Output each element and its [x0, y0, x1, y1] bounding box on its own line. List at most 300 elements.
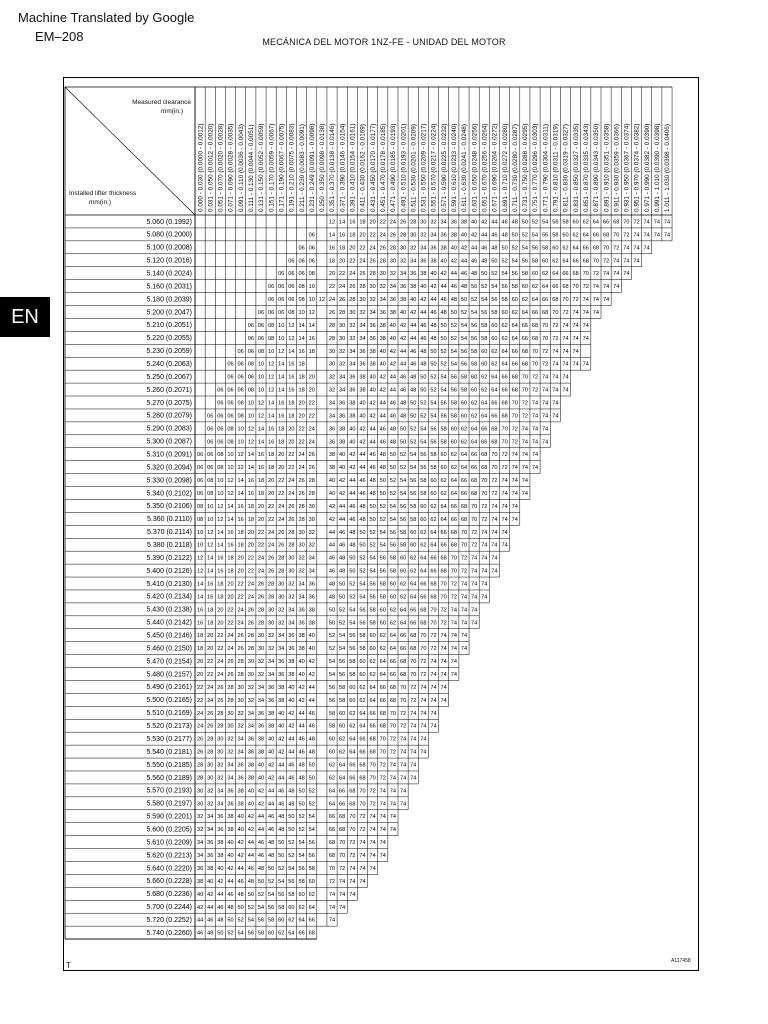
row-label: 5.610 (0.2209): [146, 839, 192, 847]
table-cell: 62: [420, 529, 427, 536]
table-cell: 54: [440, 374, 447, 381]
table-cell: 10: [196, 542, 204, 549]
table-cell: 66: [410, 607, 417, 614]
table-cell: 54: [278, 878, 285, 885]
table-cell: 48: [328, 594, 336, 601]
table-cell: 70: [450, 555, 457, 562]
table-cell: 30: [339, 322, 346, 329]
table-cell: 60: [328, 749, 336, 756]
table-cell: 38: [359, 374, 366, 381]
table-cell: 12: [247, 426, 254, 433]
table-cell: 68: [450, 542, 457, 549]
table-cell: 44: [257, 814, 265, 821]
table-cell: 22: [359, 245, 366, 252]
table-cell: 50: [328, 607, 336, 614]
table-cell: 16: [349, 219, 356, 226]
table-cell: 20: [227, 594, 234, 601]
table-cell: 74: [592, 284, 600, 291]
table-cell: 60: [369, 646, 376, 653]
table-cell: 34: [440, 219, 447, 226]
table-cell: 42: [379, 387, 386, 394]
table-cell: 06: [237, 387, 244, 394]
table-cell: 74: [430, 723, 437, 730]
table-cell: 42: [359, 426, 366, 433]
table-cell: 22: [369, 232, 376, 239]
table-cell: 62: [430, 503, 437, 510]
table-cell: 32: [359, 309, 366, 316]
table-cell: 56: [511, 271, 518, 278]
table-cell: 74: [592, 309, 600, 316]
table-cell: 74: [501, 490, 508, 497]
table-cell: 40: [207, 878, 214, 885]
table-cell: 46: [217, 904, 224, 911]
table-cell: 68: [471, 478, 478, 485]
table-cell: 58: [420, 478, 427, 485]
table-cell: 74: [663, 219, 671, 226]
table-cell: 54: [349, 607, 356, 614]
table-cell: 42: [298, 697, 305, 704]
table-cell: 54: [369, 555, 376, 562]
table-cell: 68: [339, 814, 346, 821]
table-cell: 48: [399, 413, 407, 420]
table-cell: 70: [420, 646, 427, 653]
table-cell: 20: [308, 374, 315, 381]
table-cell: 40: [430, 271, 437, 278]
table-cell: 52: [389, 478, 397, 485]
table-cell: 58: [460, 374, 468, 381]
table-cell: 46: [308, 723, 315, 730]
table-cell: 46: [481, 245, 488, 252]
table-cell: 38: [430, 258, 437, 265]
table-cell: 68: [501, 413, 508, 420]
table-cell: 16: [288, 387, 295, 394]
column-header: 0.911 - 0.930 (0.0359 - 0.0366): [613, 124, 621, 212]
table-cell: 72: [531, 387, 539, 394]
table-cell: 70: [582, 271, 589, 278]
table-cell: 60: [278, 917, 285, 924]
table-cell: 42: [308, 672, 315, 679]
table-cell: 64: [562, 258, 569, 265]
table-cell: 44: [207, 904, 214, 911]
table-cell: 32: [328, 374, 336, 381]
row-label: 5.410 (0.2130): [146, 580, 192, 588]
table-cell: 56: [420, 465, 427, 472]
table-cell: 72: [430, 646, 437, 653]
table-cell: 72: [562, 309, 569, 316]
table-cell: 74: [633, 232, 640, 239]
table-cell: 70: [369, 762, 376, 769]
table-cell: 44: [257, 827, 265, 834]
table-cell: 66: [511, 348, 518, 355]
table-cell: 62: [450, 452, 457, 459]
table-cell: 44: [369, 439, 376, 446]
table-cell: 64: [349, 736, 356, 743]
table-cell: 56: [399, 503, 407, 510]
table-cell: 36: [298, 620, 305, 627]
table-cell: 58: [328, 710, 336, 717]
table-cell: 52: [379, 516, 386, 523]
table-cell: 72: [379, 762, 386, 769]
table-cell: 06: [207, 413, 214, 420]
row-label: 5.470 (0.2154): [146, 658, 192, 666]
table-cell: 74: [420, 684, 427, 691]
table-cell: 42: [450, 258, 457, 265]
table-cell: 74: [440, 684, 447, 691]
table-cell: 74: [420, 723, 427, 730]
table-cell: 46: [389, 413, 397, 420]
table-cell: 52: [339, 607, 346, 614]
table-cell: 72: [491, 478, 498, 485]
table-cell: 74: [531, 426, 539, 433]
table-cell: 66: [471, 465, 478, 472]
table-cell: 52: [257, 891, 265, 898]
table-cell: 72: [410, 697, 417, 704]
column-header: 0.191 - 0.210 (0.0075 - 0.0083): [288, 123, 296, 212]
table-cell: 74: [399, 736, 407, 743]
table-cell: 34: [227, 762, 234, 769]
table-cell: 32: [339, 348, 346, 355]
table-cell: 52: [227, 930, 234, 937]
table-cell: 32: [196, 814, 204, 821]
table-cell: 46: [339, 542, 346, 549]
table-cell: 38: [298, 646, 305, 653]
table-cell: 56: [552, 219, 559, 226]
table-cell: 68: [511, 374, 518, 381]
table-cell: 66: [308, 917, 315, 924]
table-cell: 48: [440, 309, 447, 316]
table-cell: 58: [278, 904, 285, 911]
table-cell: 38: [247, 762, 254, 769]
table-cell: 48: [288, 788, 295, 795]
table-cell: 52: [389, 490, 397, 497]
table-cell: 36: [369, 322, 376, 329]
table-cell: 20: [308, 387, 315, 394]
table-cell: 50: [288, 827, 295, 834]
table-cell: 24: [227, 633, 234, 640]
table-cell: 38: [369, 348, 376, 355]
table-cell: 54: [308, 827, 315, 834]
table-cell: 46: [349, 516, 356, 523]
table-cell: 58: [369, 620, 376, 627]
table-cell: 56: [268, 904, 275, 911]
table-cell: 62: [328, 775, 336, 782]
table-cell: 54: [298, 853, 305, 860]
table-cell: 64: [552, 271, 559, 278]
table-cell: 46: [399, 374, 407, 381]
table-cell: 66: [471, 452, 478, 459]
table-cell: 26: [227, 672, 234, 679]
table-cell: 44: [491, 219, 498, 226]
table-cell: 68: [613, 219, 620, 226]
table-cell: 52: [531, 219, 539, 226]
table-cell: 72: [481, 503, 488, 510]
table-cell: 42: [268, 762, 275, 769]
column-header: 0.531 - 0.550 (0.0209 - 0.0217): [420, 123, 428, 212]
table-cell: 58: [298, 878, 305, 885]
table-cell: 12: [257, 413, 265, 420]
table-cell: 58: [349, 659, 356, 666]
row-label: 5.740 (0.2260): [146, 929, 192, 937]
table-cell: 74: [501, 542, 508, 549]
table-cell: 58: [471, 348, 478, 355]
table-cell: 70: [562, 297, 569, 304]
table-cell: 58: [410, 503, 417, 510]
table-cell: 52: [359, 568, 366, 575]
table-cell: 62: [410, 568, 417, 575]
table-cell: 46: [278, 801, 285, 808]
table-cell: 66: [481, 439, 488, 446]
column-header: 0.591 - 0.610 (0.0233 - 0.0240): [451, 123, 459, 212]
table-cell: 12: [257, 400, 265, 407]
column-header: 0.771 - 0.790 (0.0304 - 0.0311): [542, 124, 550, 212]
table-cell: 72: [339, 865, 346, 872]
table-cell: 62: [562, 245, 569, 252]
table-cell: 34: [328, 400, 336, 407]
table-cell: 54: [369, 568, 376, 575]
table-cell: 52: [521, 232, 528, 239]
table-cell: 50: [298, 801, 305, 808]
table-cell: 12: [268, 361, 275, 368]
table-cell: 62: [288, 917, 295, 924]
table-cell: 44: [339, 516, 346, 523]
table-cell: 06: [278, 297, 285, 304]
table-cell: 62: [369, 659, 376, 666]
table-cell: 38: [247, 775, 254, 782]
table-cell: 56: [349, 646, 356, 653]
table-cell: 52: [328, 633, 336, 640]
table-cell: 56: [389, 529, 397, 536]
table-cell: 12: [288, 322, 295, 329]
table-cell: 66: [359, 736, 366, 743]
table-cell: 62: [501, 335, 508, 342]
table-cell: 20: [339, 258, 346, 265]
table-cell: 74: [623, 258, 630, 265]
table-cell: 34: [278, 646, 285, 653]
column-header: 0.091 - 0.110 (0.0036 - 0.0043): [237, 124, 245, 212]
table-cell: 16: [247, 478, 254, 485]
table-cell: 42: [420, 297, 427, 304]
table-cell: 70: [542, 335, 549, 342]
table-cell: 52: [440, 361, 447, 368]
table-cell: 68: [420, 607, 427, 614]
row-label: 5.510 (0.2169): [146, 710, 192, 718]
table-cell: 74: [471, 568, 478, 575]
table-cell: 40: [227, 853, 234, 860]
table-cell: 52: [471, 297, 478, 304]
table-cell: 64: [298, 917, 305, 924]
table-cell: 52: [450, 335, 457, 342]
table-cell: 74: [349, 878, 356, 885]
table-cell: 40: [379, 348, 386, 355]
table-cell: 14: [227, 503, 234, 510]
table-cell: 50: [237, 904, 244, 911]
table-cell: 74: [389, 775, 397, 782]
table-cell: 64: [339, 775, 346, 782]
table-cell: 22: [339, 271, 346, 278]
table-cell: 16: [207, 594, 214, 601]
table-cell: 36: [430, 245, 437, 252]
table-cell: 44: [379, 413, 386, 420]
column-header: 0.131 - 0.150 (0.0052 - 0.0059): [258, 123, 266, 212]
table-cell: 22: [268, 516, 275, 523]
table-cell: 08: [207, 478, 214, 485]
table-cell: 12: [217, 503, 224, 510]
table-cell: 66: [491, 413, 498, 420]
table-cell: 32: [298, 568, 305, 575]
table-cell: 74: [582, 309, 589, 316]
table-cell: 46: [430, 309, 437, 316]
table-cell: 74: [328, 917, 336, 924]
table-cell: 70: [369, 775, 376, 782]
table-cell: 46: [308, 710, 315, 717]
table-cell: 74: [359, 878, 366, 885]
table-cell: 30: [389, 258, 397, 265]
table-cell: 74: [491, 503, 498, 510]
table-cell: 52: [298, 827, 305, 834]
table-cell: 06: [227, 374, 234, 381]
table-cell: 34: [227, 775, 234, 782]
table-cell: 10: [247, 413, 254, 420]
table-cell: 74: [572, 335, 579, 342]
table-cell: 74: [379, 827, 386, 834]
table-cell: 14: [196, 581, 204, 588]
row-label: 5.720 (0.2252): [146, 916, 192, 924]
table-cell: 40: [359, 413, 366, 420]
table-cell: 74: [369, 865, 376, 872]
table-cell: 72: [602, 258, 610, 265]
table-cell: 16: [268, 426, 275, 433]
table-cell: 56: [399, 516, 407, 523]
table-cell: 54: [501, 271, 508, 278]
table-cell: 52: [339, 620, 346, 627]
table-cell: 66: [379, 684, 386, 691]
table-cell: 18: [237, 529, 244, 536]
table-cell: 62: [481, 374, 488, 381]
table-cell: 64: [359, 710, 366, 717]
table-cell: 34: [257, 697, 265, 704]
table-cell: 60: [572, 219, 579, 226]
table-cell: 50: [460, 297, 468, 304]
table-cell: 74: [440, 672, 447, 679]
table-cell: 28: [359, 284, 366, 291]
table-cell: 34: [379, 297, 386, 304]
table-cell: 06: [217, 426, 224, 433]
table-cell: 36: [308, 581, 315, 588]
table-cell: 08: [196, 516, 204, 523]
table-cell: 10: [196, 529, 204, 536]
table-cell: 14: [257, 426, 265, 433]
table-cell: 14: [278, 387, 285, 394]
table-cell: 74: [410, 736, 417, 743]
column-header: 0.751 - 0.770 (0.0296 - 0.0303): [532, 123, 540, 212]
table-cell: 62: [531, 284, 539, 291]
table-cell: 74: [521, 490, 528, 497]
table-cell: 36: [328, 426, 336, 433]
table-cell: 10: [207, 516, 214, 523]
table-cell: 10: [278, 335, 285, 342]
table-cell: 48: [227, 904, 234, 911]
table-cell: 46: [379, 426, 386, 433]
table-cell: 56: [328, 697, 336, 704]
table-cell: 74: [450, 620, 457, 627]
table-cell: 60: [501, 309, 508, 316]
table-cell: 16: [227, 542, 234, 549]
table-cell: 74: [542, 426, 549, 433]
table-cell: 30: [410, 232, 417, 239]
table-cell: 66: [440, 529, 447, 536]
table-cell: 66: [582, 245, 589, 252]
table-cell: 70: [440, 581, 447, 588]
row-label: 5.120 (0.2016): [146, 257, 192, 265]
page-code: EM–208: [35, 29, 84, 44]
table-cell: 52: [491, 271, 498, 278]
table-cell: 74: [379, 814, 386, 821]
table-cell: 20: [207, 646, 214, 653]
table-cell: 48: [288, 801, 295, 808]
table-cell: 56: [257, 917, 265, 924]
table-cell: 08: [227, 426, 234, 433]
section-title: MECÁNICA DEL MOTOR 1NZ-FE - UNIDAD DEL MOTOR: [262, 37, 506, 47]
table-cell: 54: [298, 840, 305, 847]
table-cell: 58: [268, 917, 275, 924]
table-cell: 50: [227, 917, 234, 924]
table-cell: 26: [389, 232, 397, 239]
table-cell: 56: [440, 413, 447, 420]
table-cell: 74: [379, 801, 386, 808]
table-cell: 22: [298, 426, 305, 433]
table-cell: 74: [369, 853, 376, 860]
table-cell: 36: [298, 607, 305, 614]
table-cell: 22: [278, 490, 285, 497]
table-cell: 26: [288, 503, 295, 510]
table-cell: 36: [278, 672, 285, 679]
table-cell: 30: [288, 555, 295, 562]
table-cell: 42: [339, 478, 346, 485]
table-cell: 66: [592, 232, 600, 239]
table-cell: 50: [288, 814, 295, 821]
table-cell: 58: [531, 258, 539, 265]
table-cell: 66: [389, 659, 397, 666]
table-cell: 32: [278, 620, 285, 627]
table-cell: 74: [399, 749, 407, 756]
table-cell: 34: [217, 788, 224, 795]
table-corner: [65, 87, 195, 215]
table-cell: 68: [460, 503, 468, 510]
table-cell: 64: [450, 478, 457, 485]
table-cell: 40: [399, 309, 407, 316]
table-cell: 46: [359, 478, 366, 485]
table-cell: 56: [481, 309, 488, 316]
table-cell: 12: [227, 478, 234, 485]
column-header: 0.151 - 0.170 (0.0059 - 0.0067): [268, 123, 276, 212]
table-cell: 44: [268, 801, 275, 808]
table-cell: 28: [227, 697, 234, 704]
column-header: 0.851 - 0.870 (0.0335 - 0.0343): [582, 123, 590, 212]
table-cell: 66: [511, 361, 518, 368]
table-cell: 42: [288, 723, 295, 730]
table-cell: 68: [440, 568, 447, 575]
table-cell: 54: [328, 659, 336, 666]
table-cell: 64: [531, 297, 539, 304]
table-cell: 70: [613, 232, 620, 239]
column-header: 0.631 - 0.650 (0.0248 - 0.0256): [471, 123, 479, 212]
table-cell: 66: [339, 801, 346, 808]
table-cell: 08: [217, 452, 224, 459]
table-cell: 28: [298, 503, 305, 510]
table-cell: 40: [349, 439, 356, 446]
table-cell: 28: [389, 245, 397, 252]
table-cell: 40: [359, 400, 366, 407]
